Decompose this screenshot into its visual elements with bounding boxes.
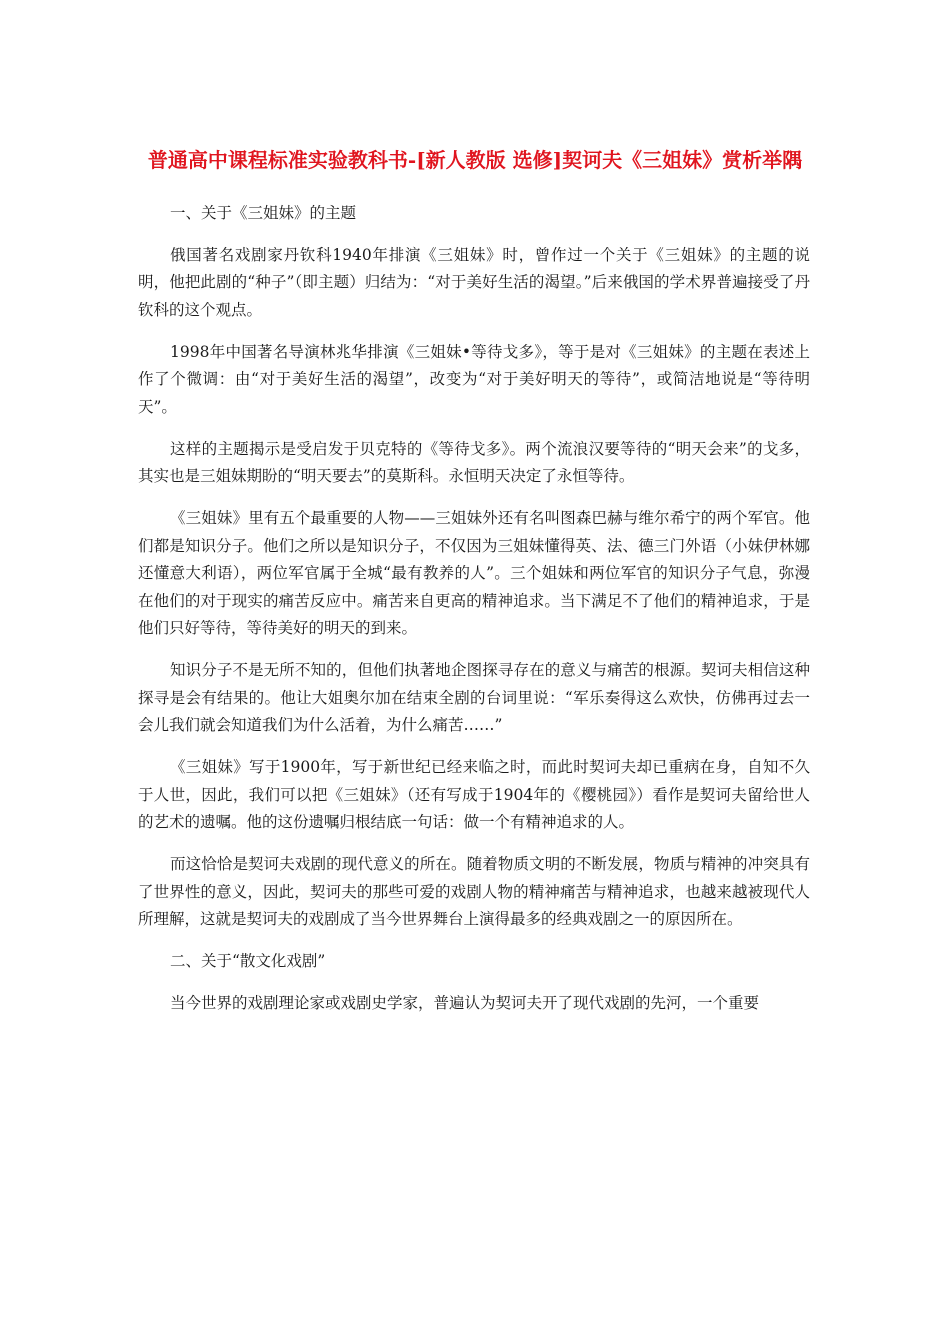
paragraph: 而这恰恰是契诃夫戏剧的现代意义的所在。随着物质文明的不断发展，物质与精神的冲突具有了世界性的意义，因此，契诃夫的那些可爱的戏剧人物的精神痛苦与精神追求，也越来越被现代人所理解，这就是契诃夫的戏剧成了当今世界舞台上演得最多的经典戏剧之一的原因所在。 [138,855,810,929]
paragraph: 知识分子不是无所不知的，但他们执著地企图探寻存在的意义与痛苦的根源。契诃夫相信这种探寻是会有结果的。他让大姐奥尔加在结束全剧的台词里说：“军乐奏得这么欢快，仿佛再过去一会儿我们就会知道我们为什么活着，为什么痛苦……” [138,661,810,735]
document-title: 普通高中课程标准实验教科书-[新人教版 选修]契诃夫《三姐妹》赏析举隅 [147,148,803,172]
paragraph: 《三姐妹》里有五个最重要的人物——三姐妹外还有名叫图森巴赫与维尔希宁的两个军官。他们都是知识分子。他们之所以是知识分子，不仅因为三姐妹懂得英、法、德三门外语（小妹伊林娜还懂意大利语），两位军官属于全城“最有教养的人”。三个姐妹和两位军官的知识分子气息，弥漫在他们的对于现实的痛苦反应中。痛苦来自更高的精神追求。当下满足不了他们的精神追求，于是他们只好等待，等待美好的明天的到来。 [138,509,810,638]
paragraph: 俄国著名戏剧家丹钦科1940年排演《三姐妹》时，曾作过一个关于《三姐妹》的主题的说明，他把此剧的“种子”（即主题）归结为：“对于美好生活的渴望。”后来俄国的学术界普遍接受了丹钦科的这个观点。 [138,245,810,319]
paragraph: 1998年中国著名导演林兆华排演《三姐妹•等待戈多》，等于是对《三姐妹》的主题在表述上作了个微调：由“对于美好生活的渴望”，改变为“对于美好明天的等待”，或简洁地说是“等待明天”。 [138,342,810,416]
section-heading-1: 一、关于《三姐妹》的主题 [170,204,357,222]
paragraph: 这样的主题揭示是受启发于贝克特的《等待戈多》。两个流浪汉要等待的“明天会来”的戈多，其实也是三姐妹期盼的“明天要去”的莫斯科。永恒明天决定了永恒等待。 [138,439,810,486]
section-heading-2: 二、关于“散文化戏剧” [170,952,326,971]
paragraph: 《三姐妹》写于1900年，写于新世纪已经来临之时，而此时契诃夫却已重病在身，自知不久于人世，因此，我们可以把《三姐妹》（还有写成于1904年的《樱桃园》）看作是契诃夫留给世人的艺术的遗嘱。他的这份遗嘱归根结底一句话：做一个有精神追求的人。 [138,758,810,832]
document-body [138,200,810,1032]
paragraph: 当今世界的戏剧理论家或戏剧史学家，普遍认为契诃夫开了现代戏剧的先河，一个重要 [170,993,760,1012]
